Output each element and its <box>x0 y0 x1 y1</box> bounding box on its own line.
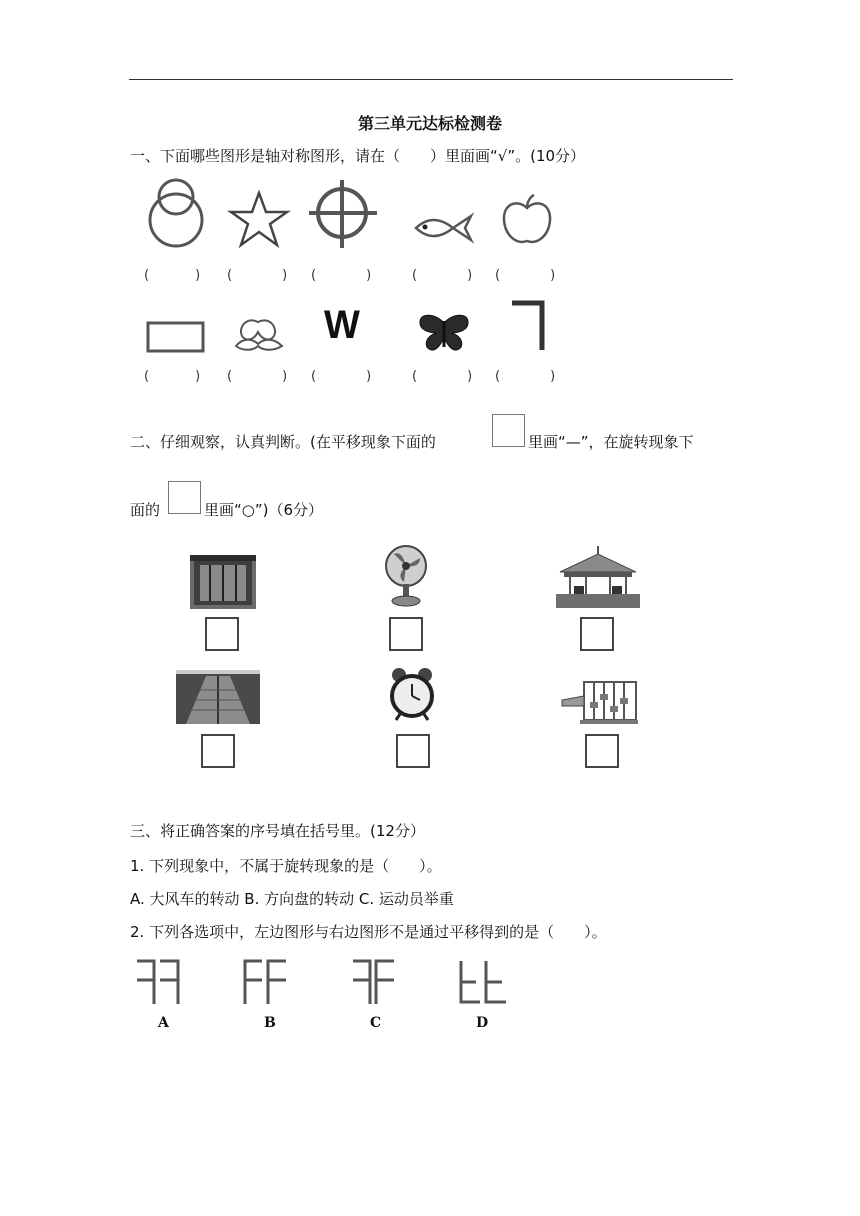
paren-1-5[interactable]: ( ) <box>495 268 556 283</box>
section2-line1-a: 二、仔细观察，认真判断。(在平移现象下面的 <box>130 433 436 451</box>
inline-answer-box-2 <box>168 481 201 514</box>
option-b-label: B <box>264 1015 276 1031</box>
paren-1-1[interactable]: ( ) <box>144 268 201 283</box>
answer-box-fan[interactable] <box>389 617 423 651</box>
option-a-label: A <box>158 1015 169 1031</box>
paren-2-2[interactable]: ( ) <box>227 369 288 384</box>
option-d-label: D <box>476 1015 489 1031</box>
butterfly-icon <box>417 311 471 353</box>
fish-icon <box>413 212 475 246</box>
fan-icon <box>380 544 432 608</box>
paren-2-5[interactable]: ( ) <box>495 369 556 384</box>
paren-1-4[interactable]: ( ) <box>412 268 473 283</box>
paren-2-1[interactable]: ( ) <box>144 369 201 384</box>
section2-line2-a: 面的 <box>130 501 161 519</box>
option-b-figure <box>242 958 292 1006</box>
escalator-icon <box>176 670 260 724</box>
rectangle-icon <box>146 321 206 353</box>
crosshair-icon <box>307 178 379 250</box>
star-icon <box>229 190 291 248</box>
letter-w-icon: W <box>323 303 360 347</box>
section3-question: 三、将正确答案的序号填在括号里。(12分） <box>130 822 425 840</box>
option-c-label: C <box>370 1015 382 1031</box>
section2-line1-b: 里画“—”，在旋转现象下 <box>528 433 694 451</box>
revolving-door-icon <box>190 555 256 609</box>
corner-bracket-icon <box>508 298 548 354</box>
answer-box-revolving-door[interactable] <box>205 617 239 651</box>
answer-box-abacus[interactable] <box>585 734 619 768</box>
paren-2-3[interactable]: ( ) <box>311 369 372 384</box>
peach-icon <box>232 314 288 354</box>
section3-q2: 2. 下列各选项中，左边图形与右边图形不是通过平移得到的是（ ）。 <box>130 923 607 941</box>
page-title: 第三单元达标检测卷 <box>357 114 502 133</box>
answer-box-escalator[interactable] <box>201 734 235 768</box>
paren-2-4[interactable]: ( ) <box>412 369 473 384</box>
apple-icon <box>500 193 556 249</box>
option-c-figure <box>350 958 400 1006</box>
inline-answer-box-1 <box>492 414 525 447</box>
carousel-icon <box>556 546 640 608</box>
section3-q1-options: A. 大风车的转动 B. 方向盘的转动 C. 运动员举重 <box>130 890 454 908</box>
option-d-figure <box>458 958 510 1006</box>
abacus-icon <box>562 680 638 724</box>
option-a-figure <box>134 958 184 1006</box>
section1-question: 一、下面哪些图形是轴对称图形，请在（ ）里面画“√”。(10分） <box>130 147 586 165</box>
answer-box-alarm-clock[interactable] <box>396 734 430 768</box>
alarm-clock-icon <box>388 666 436 722</box>
answer-box-carousel[interactable] <box>580 617 614 651</box>
paren-1-2[interactable]: ( ) <box>227 268 288 283</box>
paren-1-3[interactable]: ( ) <box>311 268 372 283</box>
section3-q1: 1. 下列现象中，不属于旋转现象的是（ ）。 <box>130 857 442 875</box>
double-circle-icon <box>147 173 207 253</box>
section2-line2-b: 里画“○”)（6分） <box>204 501 324 519</box>
header-rule <box>129 79 733 80</box>
